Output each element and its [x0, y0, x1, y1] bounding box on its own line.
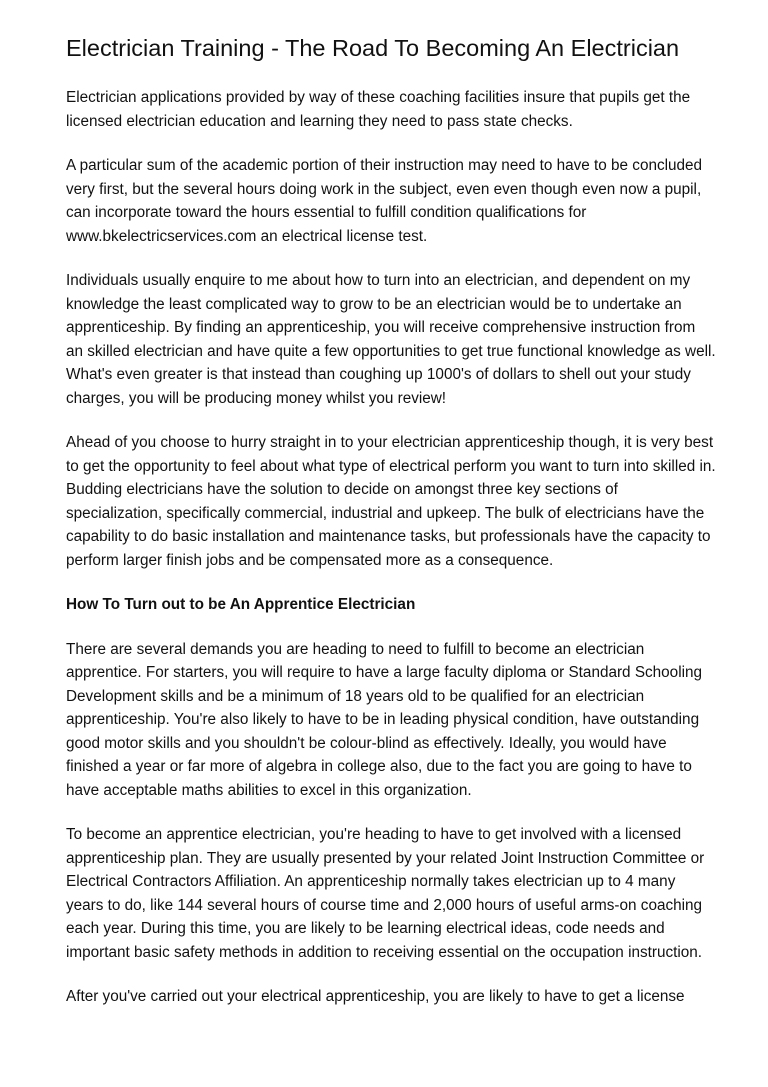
paragraph-requirements: There are several demands you are heading to need to fulfill to become an electrician apprentice. For starters, you will require to have a large faculty diploma or Standard Schooling Development skills and be a minimum of 18 years old to be qualified for an electrician apprenticeship. You're also likely to have to be in leading physical condition, have outstanding good motor skills and you shouldn't be colour-blind as effectively. Ideally, you would have finished a year or far more of algebra in college also, due to the fact you are going to have to have acceptable maths abilities to excel in this organization. [66, 640, 703, 799]
paragraph-license: After you've carried out your electrical apprenticeship, you are likely to have to get a license [66, 988, 685, 1005]
paragraph-academic-portion: A particular sum of the academic portion of their instruction may need to have to be concluded very first, but the several hours doing work in the subject, even even though even now a pupil, can incorporate toward the hours essential to fulfill condition qualifications for www.bkelectricservices.com an electrical license test. [66, 157, 703, 245]
paragraph-specialization: Ahead of you choose to hurry straight in to your electrician apprenticeship though, it is very best to get the opportunity to feel about what type of electrical perform you want to turn into skilled in. Budding electricians have the solution to decide on amongst three key sections of specialization, specifically commercial, industrial and upkeep. The bulk of electricians have the capability to do basic installation and maintenance tasks, but professionals have the capacity to perform larger finish jobs and be compensated more as a consequence. [66, 434, 716, 569]
document-title: Electrician Training - The Road To Becoming An Electrician [66, 35, 680, 61]
section-heading: How To Turn out to be An Apprentice Electrician [66, 596, 416, 613]
paragraph-apprenticeship-plan: To become an apprentice electrician, you're heading to have to get involved with a licensed apprenticeship plan. They are usually presented by your related Joint Instruction Committee or Electrical Contractors Affiliation. An apprenticeship normally takes electrician up to 4 many years to do, like 144 several hours of course time and 2,000 hours of useful arms-on coaching each year. During this time, you are likely to be learning electrical ideas, code needs and important basic safety methods in addition to receiving essential on the occupation instruction. [66, 826, 705, 961]
paragraph-intro: Electrician applications provided by way of these coaching facilities insure that pupils get the licensed electrician education and learning they need to pass state checks. [66, 89, 691, 130]
document-page [66, 32, 716, 1030]
paragraph-apprenticeship: Individuals usually enquire to me about how to turn into an electrician, and dependent on my knowledge the least complicated way to grow to be an electrician would be to undertake an apprenticeship. By finding an apprenticeship, you will receive comprehensive instruction from an skilled electrician and have quite a few opportunities to get true functional knowledge as well. What's even greater is that instead than coughing up 1000's of dollars to shell out your study charges, you will be producing money whilst you review! [66, 272, 716, 407]
